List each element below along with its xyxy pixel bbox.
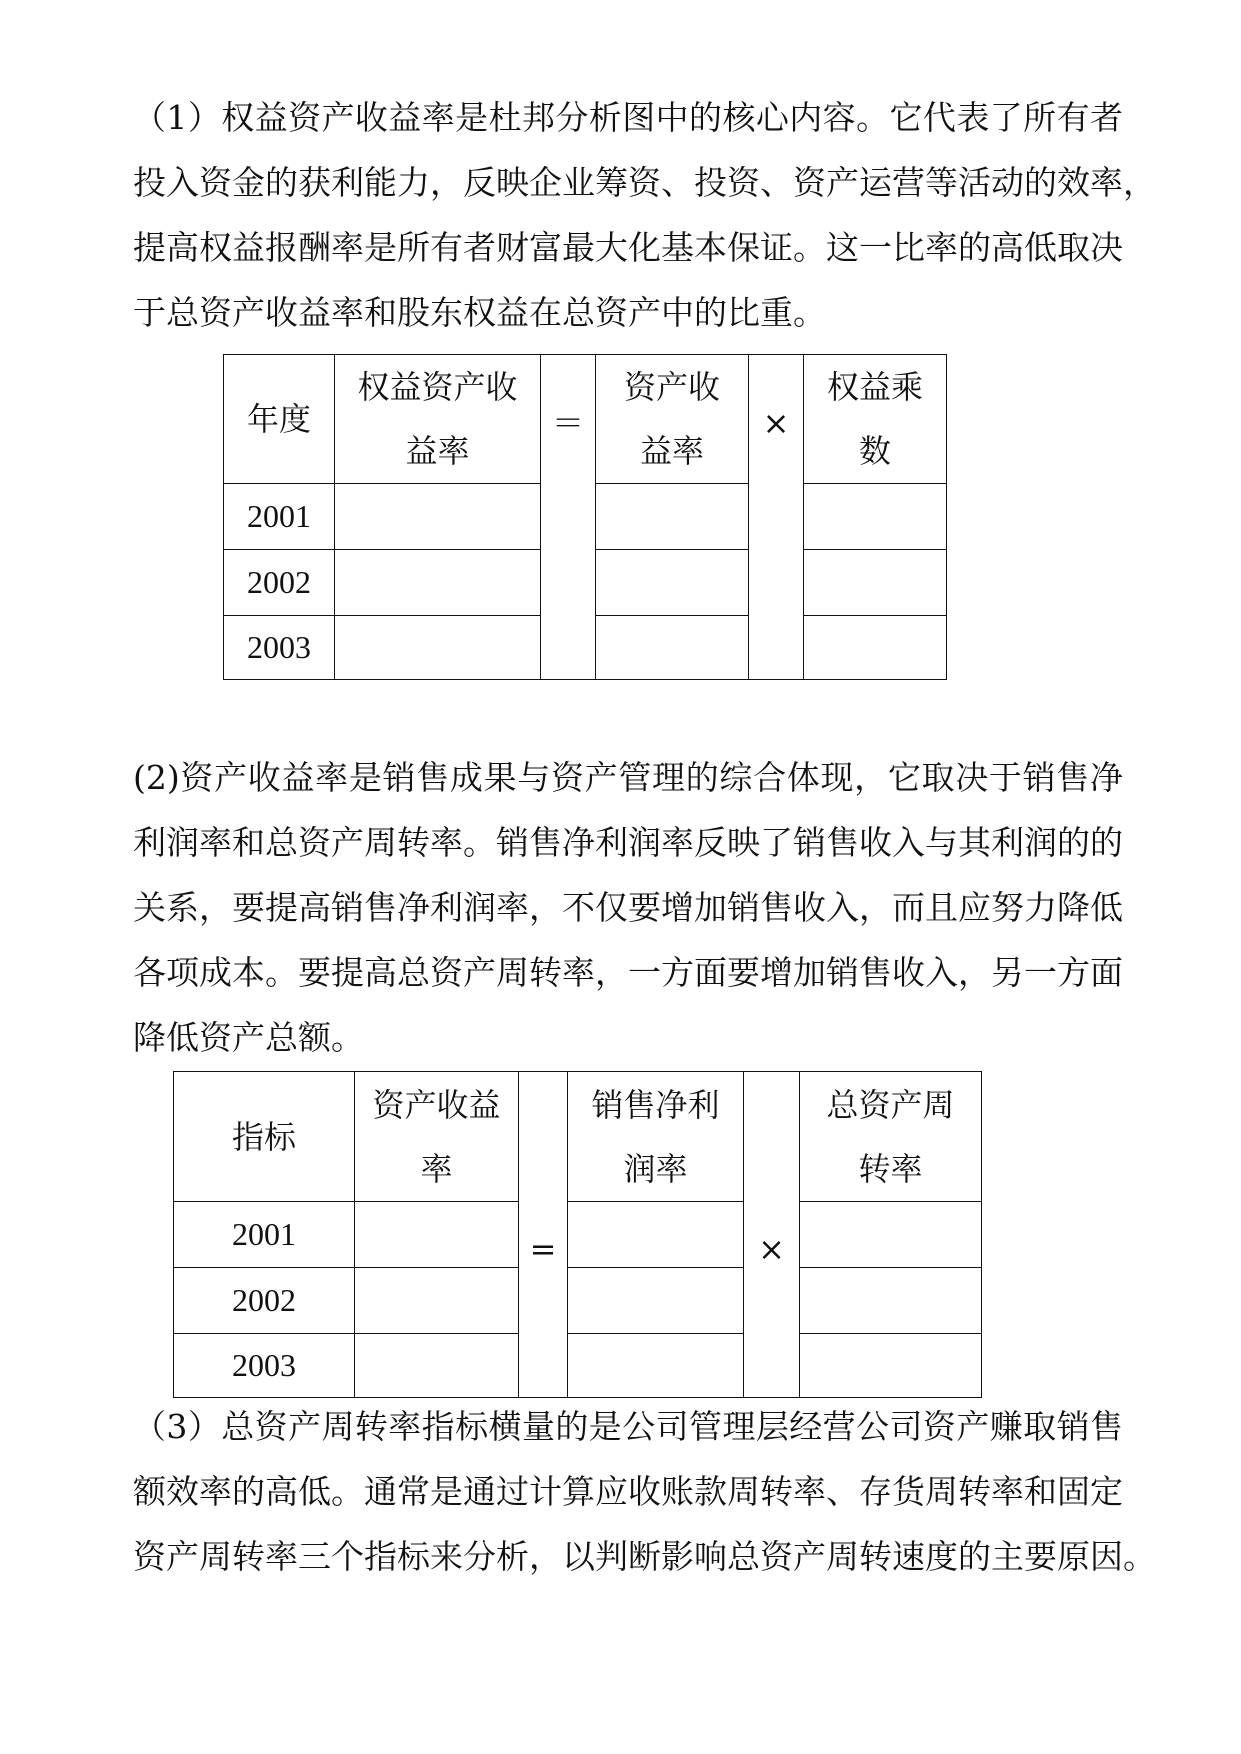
paragraph-2 [133, 745, 1123, 1070]
paragraph-3-line-1: （3）总资产周转率指标横量的是公司管理层经营公司资产赚取销售 [133, 1407, 1123, 1446]
table2-header-net-margin-line-1: 销售净利 [591, 1085, 720, 1124]
table1-year-cell: 2003 [224, 616, 335, 680]
paragraph-2-line-2: 利润率和总资产周转率。销售净利润率反映了销售收入与其利润的的 [133, 823, 1123, 862]
table1-equals-sign [541, 355, 596, 680]
paragraph-1 [133, 85, 1156, 345]
paragraph-1-line-1: （1）权益资产收益率是杜邦分析图中的核心内容。它代表了所有者 [133, 98, 1123, 137]
table2-header-roa-line-2: 率 [420, 1149, 453, 1188]
table1-roe-cell [335, 616, 541, 680]
table2-equals-text: = [529, 1230, 557, 1268]
table1-roe-cell [335, 550, 541, 616]
table2-header-asset-turnover-line-1: 总资产周 [826, 1085, 955, 1124]
table1-times-sign [749, 355, 804, 680]
table1-header-roe [335, 355, 541, 484]
table1-roa-cell [596, 484, 749, 550]
table-roe-decomposition [223, 354, 947, 680]
paragraph-2-line-3: 关系，要提高销售净利润率，不仅要增加销售收入，而且应努力降低 [133, 888, 1123, 927]
table1-em-cell [804, 550, 947, 616]
table2-asset-turnover-cell [800, 1334, 982, 1398]
table2-asset-turnover-cell [800, 1268, 982, 1334]
table-roa-decomposition [173, 1071, 982, 1398]
paragraph-2-line-5: 降低资产总额。 [133, 1018, 364, 1057]
table1-header-year: 年度 [224, 355, 335, 484]
table2-header-roa-line-1: 资产收益 [372, 1085, 501, 1124]
paragraph-1-line-2: 投入资金的获利能力，反映企业筹资、投资、资产运营等活动的效率， [133, 163, 1156, 202]
table2-header-net-margin-line-2: 润率 [623, 1149, 688, 1188]
table1-year-cell: 2002 [224, 550, 335, 616]
table2-roa-cell [355, 1202, 519, 1268]
paragraph-3 [133, 1394, 1156, 1589]
table1-year-cell: 2001 [224, 484, 335, 550]
table2-header-roa [355, 1072, 519, 1202]
paragraph-1-line-4: 于总资产收益率和股东权益在总资产中的比重。 [133, 293, 826, 332]
table2-year-cell: 2001 [174, 1202, 355, 1268]
table2-net-margin-cell [568, 1202, 744, 1268]
table1-em-cell [804, 484, 947, 550]
table2-header-asset-turnover-line-2: 转率 [858, 1149, 923, 1188]
table2-roa-cell [355, 1334, 519, 1398]
paragraph-3-line-2: 额效率的高低。通常是通过计算应收账款周转率、存货周转率和固定 [133, 1472, 1123, 1511]
table2-times-sign [744, 1072, 800, 1398]
table2-net-margin-cell [568, 1334, 744, 1398]
table1-header-roe-line-1: 权益资产收 [357, 368, 518, 406]
table2-roa-cell [355, 1268, 519, 1334]
table2-equals-sign [519, 1072, 568, 1398]
table2-asset-turnover-cell [800, 1202, 982, 1268]
table1-equals-text: ＝ [551, 404, 584, 442]
table1-header-em-line-2: 数 [858, 432, 891, 470]
table1-header-roa-line-1: 资产收 [623, 368, 720, 406]
table2-year-cell: 2002 [174, 1268, 355, 1334]
paragraph-1-line-3: 提高权益报酬率是所有者财富最大化基本保证。这一比率的高低取决 [133, 228, 1123, 267]
table2-year-cell: 2003 [174, 1334, 355, 1398]
table1-times-text: × [762, 404, 790, 442]
table2-net-margin-cell [568, 1268, 744, 1334]
paragraph-2-line-4: 各项成本。要提高总资产周转率，一方面要增加销售收入，另一方面 [133, 953, 1123, 992]
table1-header-roa [596, 355, 749, 484]
table1-header-roe-line-2: 益率 [405, 432, 470, 470]
table1-roe-cell [335, 484, 541, 550]
table2-header-net-margin [568, 1072, 744, 1202]
table2-header-indicator: 指标 [174, 1072, 355, 1202]
table2-header-asset-turnover [800, 1072, 982, 1202]
table1-header-em-line-1: 权益乘 [826, 368, 923, 406]
table1-em-cell [804, 616, 947, 680]
table1-header-roa-line-2: 益率 [639, 432, 704, 470]
paragraph-2-line-1: (2)资产收益率是销售成果与资产管理的综合体现，它取决于销售净 [133, 758, 1123, 797]
table1-roa-cell [596, 550, 749, 616]
table1-header-equity-multiplier [804, 355, 947, 484]
paragraph-3-line-3: 资产周转率三个指标来分析，以判断影响总资产周转速度的主要原因。 [133, 1537, 1156, 1576]
table1-roa-cell [596, 616, 749, 680]
table2-times-text: × [758, 1230, 785, 1268]
